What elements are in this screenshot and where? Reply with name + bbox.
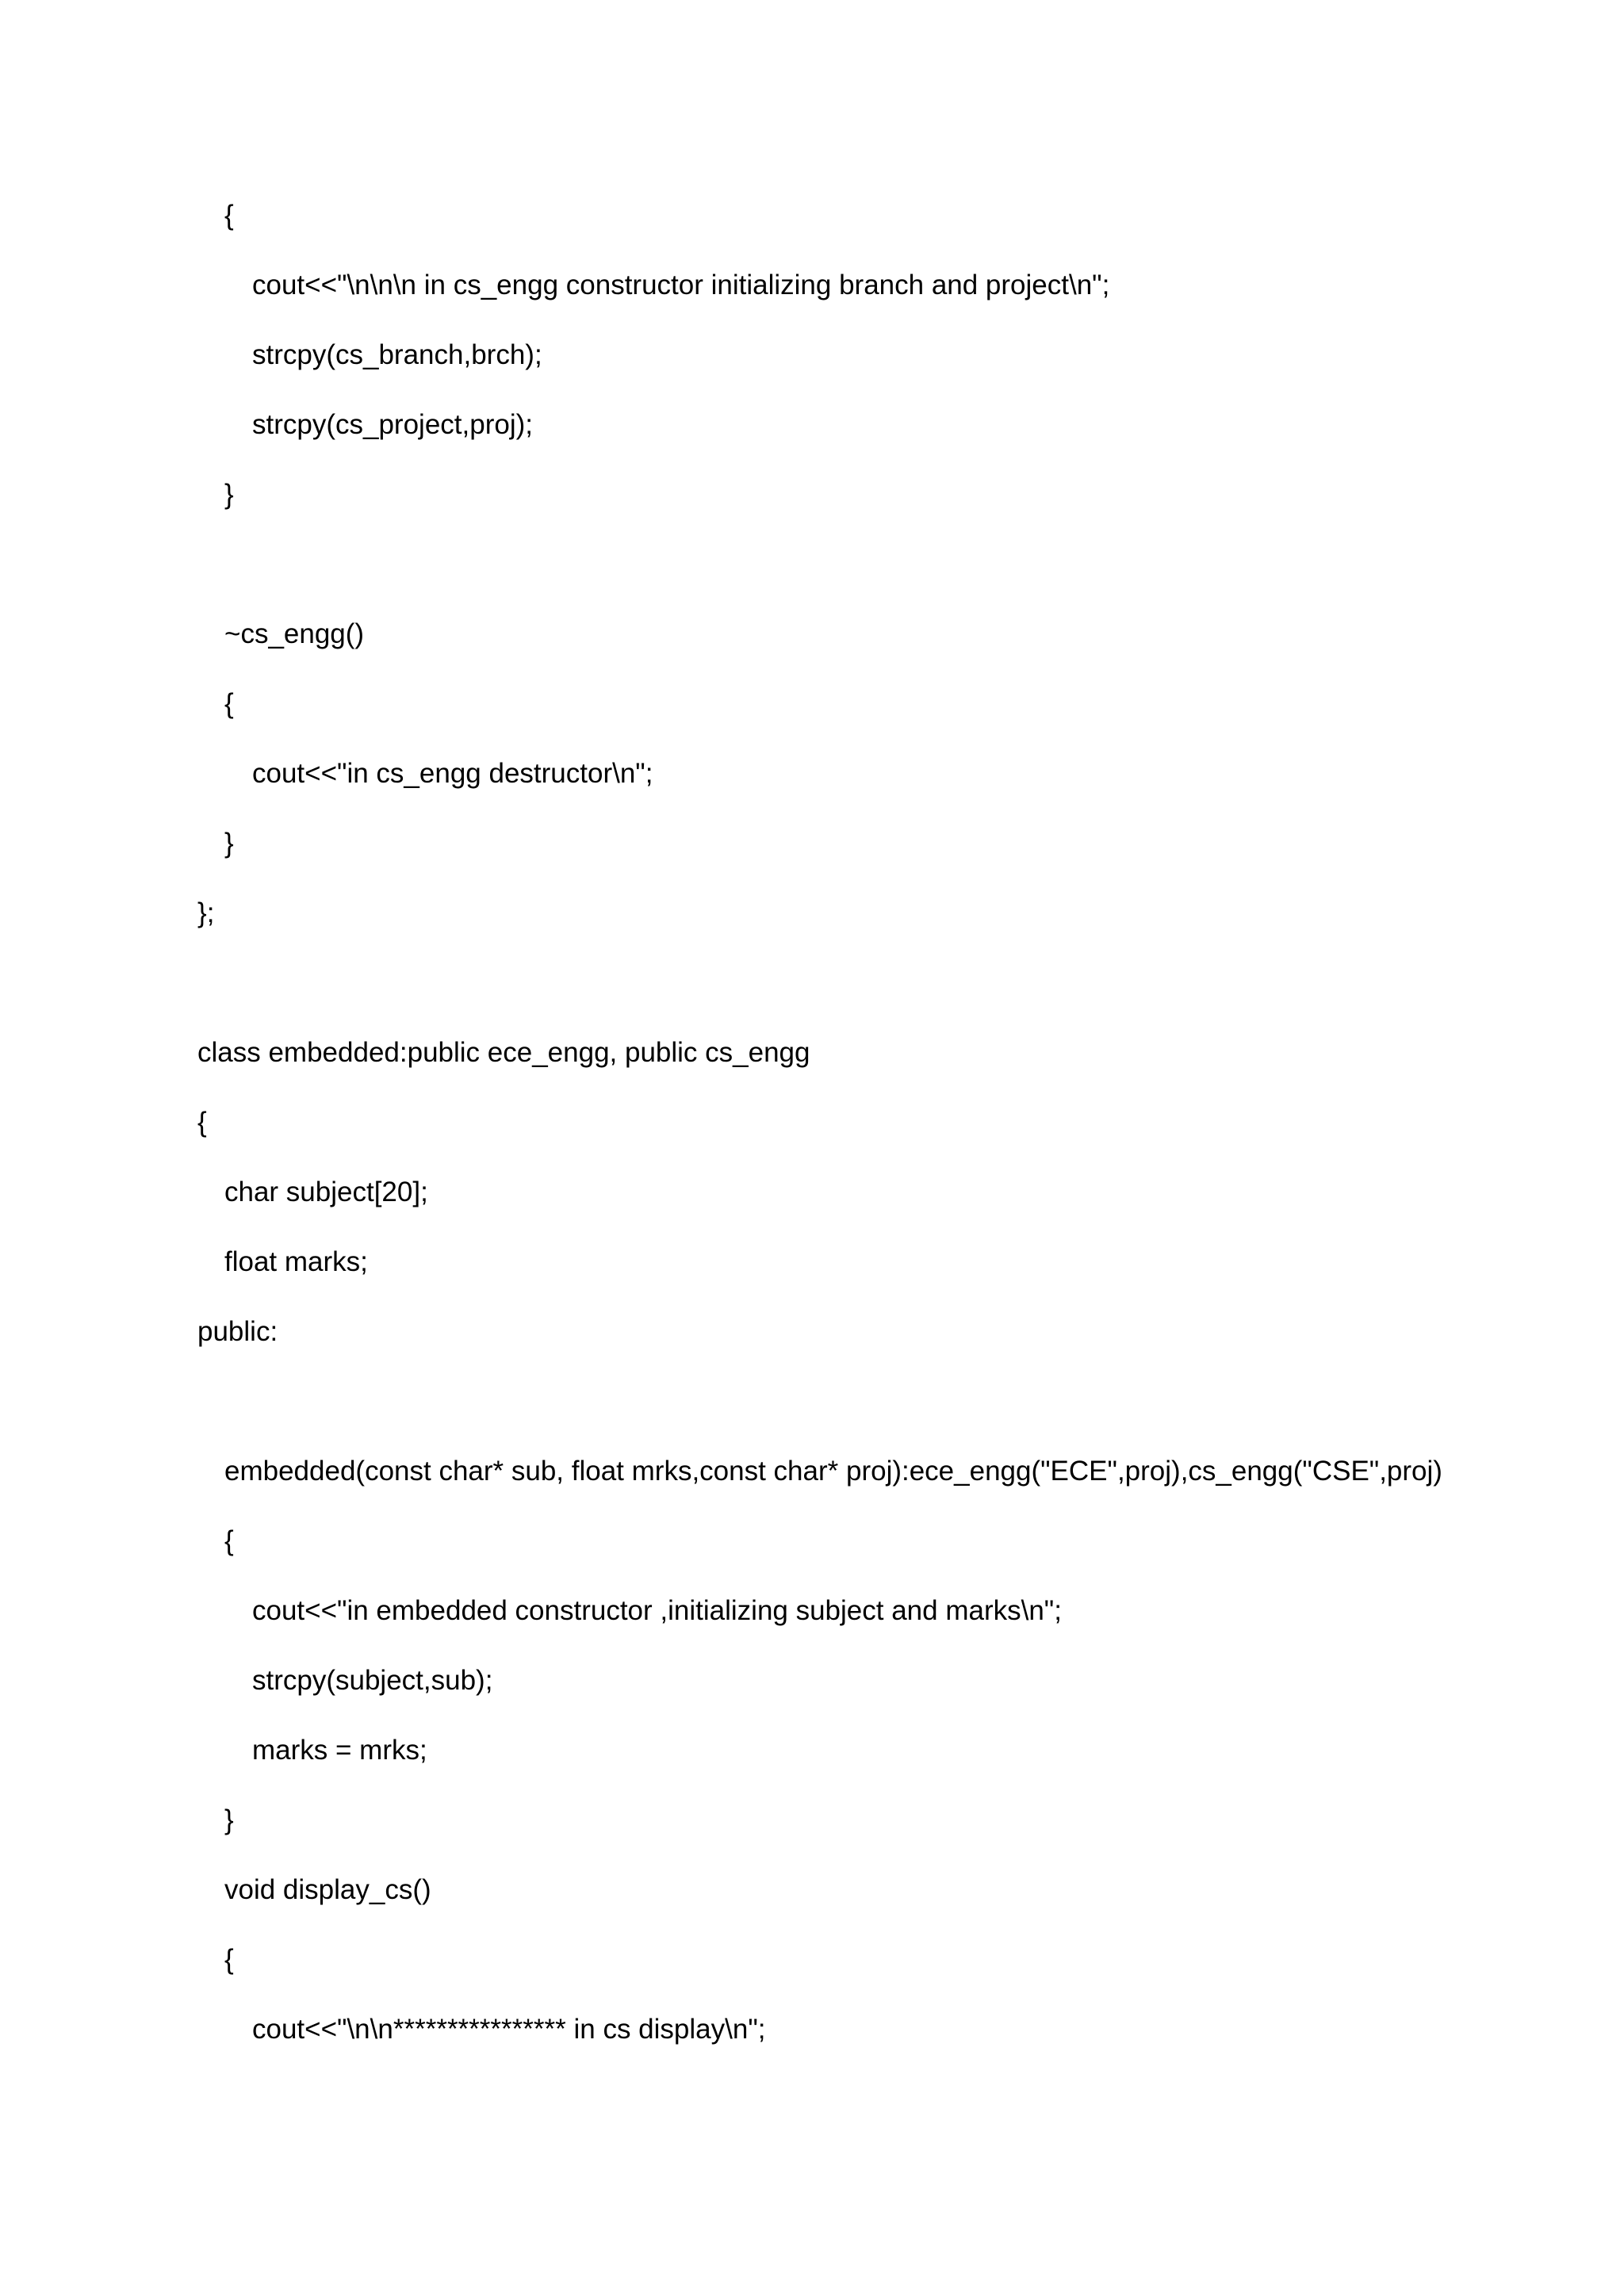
code-line: public:: [197, 1316, 278, 1347]
code-line: {: [224, 1525, 234, 1556]
code-line: strcpy(subject,sub);: [252, 1665, 493, 1696]
code-line: };: [197, 897, 215, 928]
code-line: strcpy(cs_project,proj);: [252, 409, 533, 440]
code-line: cout<<"in cs_engg destructor\n";: [252, 758, 653, 789]
code-line: {: [224, 200, 234, 231]
code-line: cout<<"\n\n\n in cs_engg constructor initializing branch and project\n";: [252, 270, 1110, 300]
code-line: void display_cs(): [224, 1874, 431, 1905]
code-line: }: [224, 828, 234, 859]
code-line: class embedded:public ece_engg, public cs_engg: [197, 1037, 810, 1068]
code-line: float marks;: [224, 1246, 368, 1277]
code-line: marks = mrks;: [252, 1735, 427, 1766]
code-line: char subject[20];: [224, 1177, 428, 1207]
code-line: embedded(const char* sub, float mrks,const char* proj):ece_engg("ECE",proj),cs_engg("CSE",proj): [224, 1456, 1442, 1487]
code-line: }: [224, 479, 234, 510]
code-line: cout<<"in embedded constructor ,initializing subject and marks\n";: [252, 1595, 1062, 1626]
code-line: strcpy(cs_branch,brch);: [252, 339, 542, 370]
code-line: {: [224, 1944, 234, 1975]
code-line: cout<<"\n\n**************** in cs display\n";: [252, 2014, 766, 2045]
code-line: ~cs_engg(): [224, 618, 365, 649]
code-line: {: [224, 688, 234, 719]
code-line: }: [224, 1804, 234, 1835]
code-line: {: [197, 1107, 207, 1138]
